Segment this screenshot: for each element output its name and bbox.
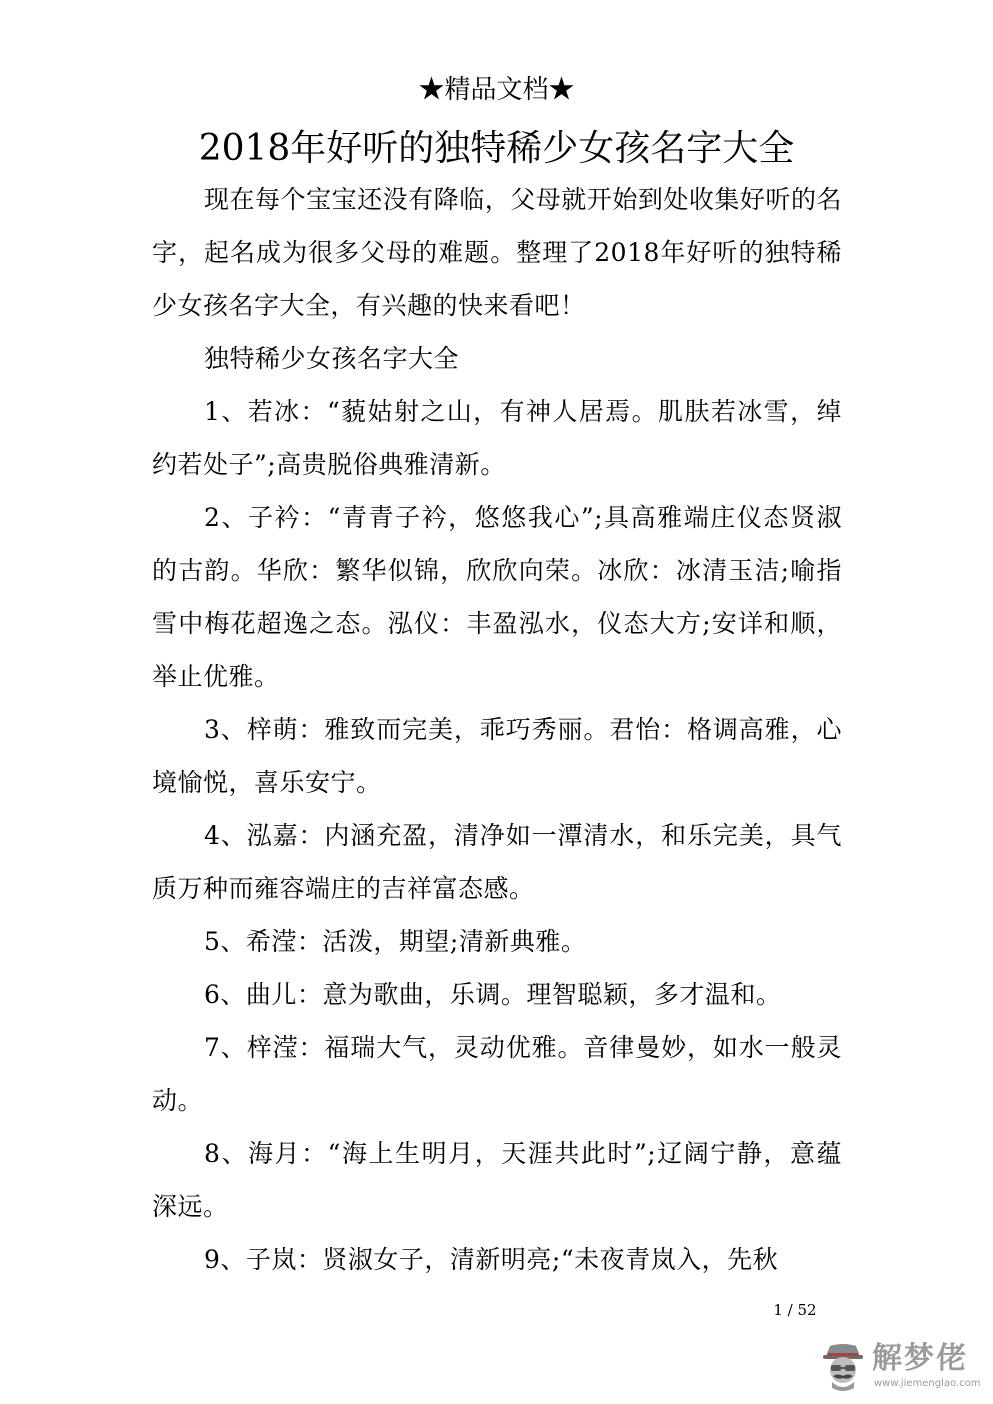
watermark-url: www.jiemenglao.com: [874, 1378, 981, 1389]
paragraph-item-7: 7、梓滢：福瑞大气，灵动优雅。音律曼妙，如水一般灵动。: [152, 1033, 842, 1115]
paragraph-item-5: 5、希滢：活泼，期望;清新典雅。: [204, 927, 587, 956]
paragraph-item-8: 8、海月：“海上生明月，天涯共此时”;辽阔宁静，意蕴深远。: [152, 1139, 842, 1221]
section-heading: 独特稀少女孩名字大全: [204, 344, 460, 373]
page-number: 1 / 52: [773, 1301, 817, 1319]
paragraph-item-9: 9、子岚：贤淑女子，清新明亮;“未夜青岚入，先秋: [204, 1245, 779, 1274]
document-title: 2018年好听的独特稀少女孩名字大全: [198, 128, 795, 169]
paragraph-item-1: 1、若冰：“藐姑射之山，有神人居焉。肌肤若冰雪，绰约若处子”;高贵脱俗典雅清新。: [152, 397, 842, 479]
paragraph-intro: 现在每个宝宝还没有降临，父母就开始到处收集好听的名字，起名成为很多父母的难题。整理了2018年好听的独特稀少女孩名字大全，有兴趣的快来看吧！: [152, 185, 842, 320]
document-header: ★精品文档★: [418, 75, 575, 105]
paragraph-item-3: 3、梓萌：雅致而完美，乖巧秀丽。君怡：格调高雅，心境愉悦，喜乐安宁。: [152, 715, 842, 797]
paragraph-item-6: 6、曲儿：意为歌曲，乐调。理智聪颖，多才温和。: [204, 980, 782, 1009]
site-watermark: [818, 1336, 988, 1396]
paragraph-item-2: 2、子衿：“青青子衿，悠悠我心”;具高雅端庄仪态贤淑的古韵。华欣：繁华似锦，欣欣向荣。冰欣：冰清玉洁;喻指雪中梅花超逸之态。泓仪：丰盈泓水，仪态大方;安详和顺，举止优雅。: [152, 503, 842, 691]
paragraph-item-4: 4、泓嘉：内涵充盈，清净如一潭清水，和乐完美，具气质万种而雍容端庄的吉祥富态感。: [152, 821, 842, 903]
mustache-man-icon: [818, 1340, 868, 1392]
watermark-text: 解梦佬: [872, 1341, 968, 1376]
document-body: [152, 173, 842, 1286]
